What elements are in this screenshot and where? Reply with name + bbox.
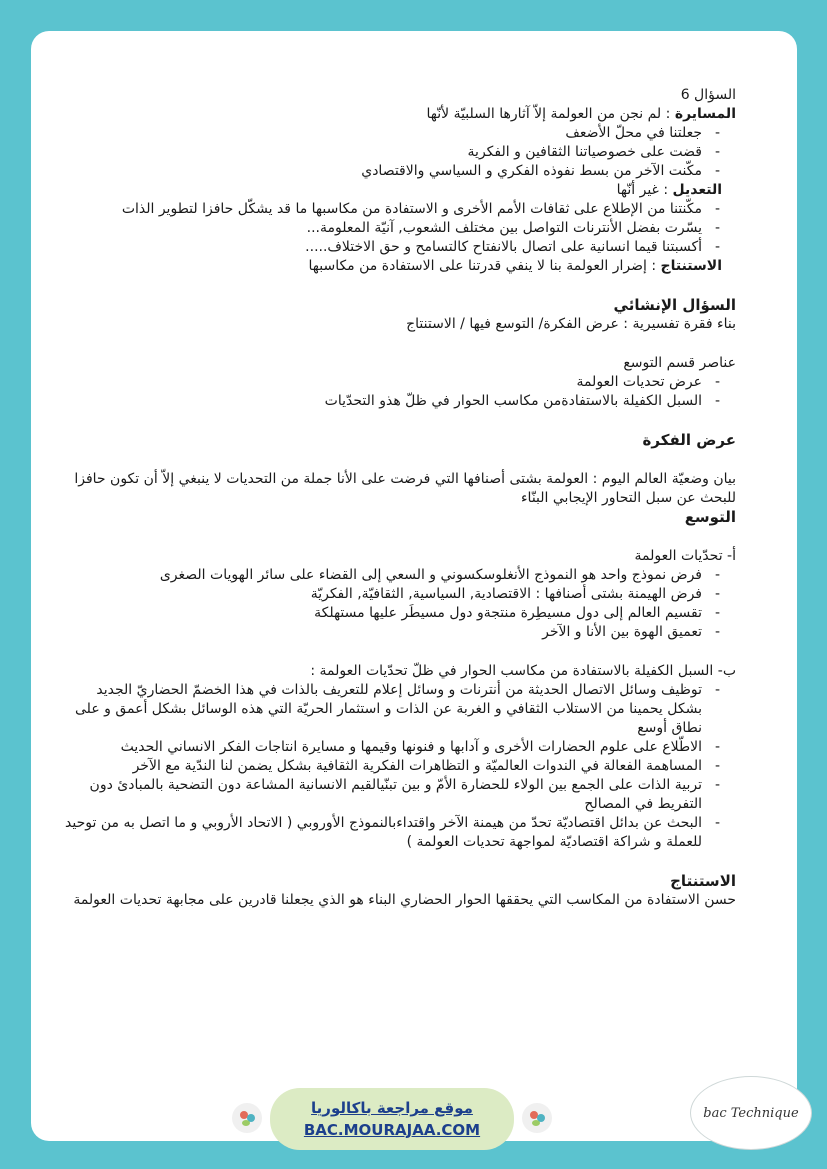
site-name-arabic[interactable]: موقع مراجعة باكالوريا [311, 1099, 473, 1117]
list-item: - أكسبتنا قيما انسانية على اتصال بالانفتاح كالتسامح و حق الاختلاف..... [60, 238, 726, 257]
conclusion-text: حسن الاستفادة من المكاسب التي يحققها الحوار الحضاري البناء هو الذي يجعلنا قادرين على مجابهة تحديات العولمة [73, 892, 736, 908]
conclusion-title: الاستنتاج [670, 872, 736, 890]
b-list [60, 681, 736, 852]
list-item: - السبل الكفيلة بالاستفادةمن مكاسب الحوار في ظلّ هذو التحدّيات [60, 392, 726, 411]
list-item: - مكّنتنا من الإطلاع على ثقافات الأمم الأخرى و الاستفادة من مكاسبها ما قد يشكّل حافزا لتطوير الذات [60, 200, 726, 219]
q6-istintaj [60, 257, 736, 276]
istintaj-label: الاستنتاج [660, 258, 722, 274]
list-item: - البحث عن بدائل اقتصاديّة تحدّ من هيمنة الآخر واقتداءبالنموذج الأوروبي ( الاتحاد الأروبي و ما اتصل به من توحيد للعملة و شراكة اقتصاديّة لمواجهة تحديات العولمة ) [60, 814, 726, 852]
ard-text: بيان وضعيّة العالم اليوم : العولمة بشتى أصنافها التي فرضت على الأنا جملة من التحديات لا ينبغي إلاّ أن تكون حافزا للبحث عن سبل التحاور الإيجابي البنّاء [74, 471, 736, 506]
tadil-label: التعديل [672, 182, 722, 198]
insha-plan: بناء فقرة تفسيرية : عرض الفكرة/ التوسع فيها / الاستنتاج [406, 316, 736, 332]
tadil-list [60, 200, 736, 257]
a-title: أ- تحدّيات العولمة [634, 548, 736, 564]
ard-title: عرض الفكرة [642, 431, 736, 449]
site-url-link[interactable]: BAC.MOURAJAA.COM [303, 1121, 481, 1139]
musayara-list [60, 124, 736, 181]
insha-title: السؤال الإنشائي [613, 296, 736, 314]
small-logo-icon [232, 1103, 262, 1133]
tawassu-title: التوسع [684, 508, 736, 526]
list-item: - تربية الذات على الجمع بين الولاء للحضارة الأمّ و بين تبنّيالقيم الانسانية المشاعة دون التضحية بالمبادئ دون التفريط في المصالح [60, 776, 726, 814]
q6-title: السؤال 6 [680, 87, 736, 103]
a-list [60, 566, 736, 642]
list-item: - تعميق الهوة بين الأنا و الآخر [60, 623, 726, 642]
list-item: - قضت على خصوصياتنا الثقافين و الفكرية [60, 143, 726, 162]
list-item: - مكّنت الآخر من بسط نفوذه الفكري و السياسي والاقتصادي [60, 162, 726, 181]
q6-musayara [60, 105, 736, 124]
b-title: ب- السبل الكفيلة بالاستفادة من مكاسب الحوار في ظلّ تحدّيات العولمة : [310, 663, 736, 679]
list-item: - توظيف وسائل الاتصال الحديثة من أنترنات و وسائل إعلام للتعريف بالذات في هذا الخضمّ الحضاريّ الجديد بشكل يحمينا من الاستلاب الثقافي و الغربة عن الذات و استثمار الحريّة التي هذه الوسائل بشكل أعمق و على نطاق أوسع [60, 681, 726, 738]
istintaj-text: : إضرار العولمة بنا لا ينفي قدرتنا على الاستفادة من مكاسبها [308, 258, 661, 274]
bac-technique-badge: bac Technique [690, 1076, 812, 1150]
list-item: - عرض تحديات العولمة [60, 373, 726, 392]
list-item: - تقسيم العالم إلى دول مسيطِرة منتجةو دول مسيطَر عليها مستهلكة [60, 604, 726, 623]
elements-list [60, 373, 736, 411]
list-item: - فرض الهيمنة بشتى أصنافها : الاقتصادية, السياسية, الثقافيّة, الفكريّة [60, 585, 726, 604]
small-logo-icon [522, 1103, 552, 1133]
q6-tadil [60, 181, 736, 200]
musayara-text: : لم نجن من العولمة إلاّ آثارها السلبيّة لأنّها [426, 106, 675, 122]
list-item: - فرض نموذج واحد هو النموذج الأنغلوسكسوني و السعي إلى القضاء على سائر الهويات الصغرى [60, 566, 726, 585]
elements-title: عناصر قسم التوسع [623, 355, 736, 371]
list-item: - الاطّلاع على علوم الحضارات الأخرى و آدابها و فنونها وقيمها و مسايرة انتاجات الفكر الانساني الحديث [60, 738, 726, 757]
list-item: - المساهمة الفعالة في الندوات العالميّة و التظاهرات الفكرية الثقافية بشكل يضمن لنا الندّية مع الآخر [60, 757, 726, 776]
site-footer[interactable] [270, 1088, 514, 1150]
document-content [60, 86, 736, 910]
list-item: - يسّرت بفضل الأنترنات التواصل بين مختلف الشعوب, آنيّة المعلومة... [60, 219, 726, 238]
musayara-label: المسايرة [674, 106, 736, 122]
tadil-text: : غير أنّها [616, 182, 673, 198]
list-item: - جعلتنا في محلّ الأضعف [60, 124, 726, 143]
